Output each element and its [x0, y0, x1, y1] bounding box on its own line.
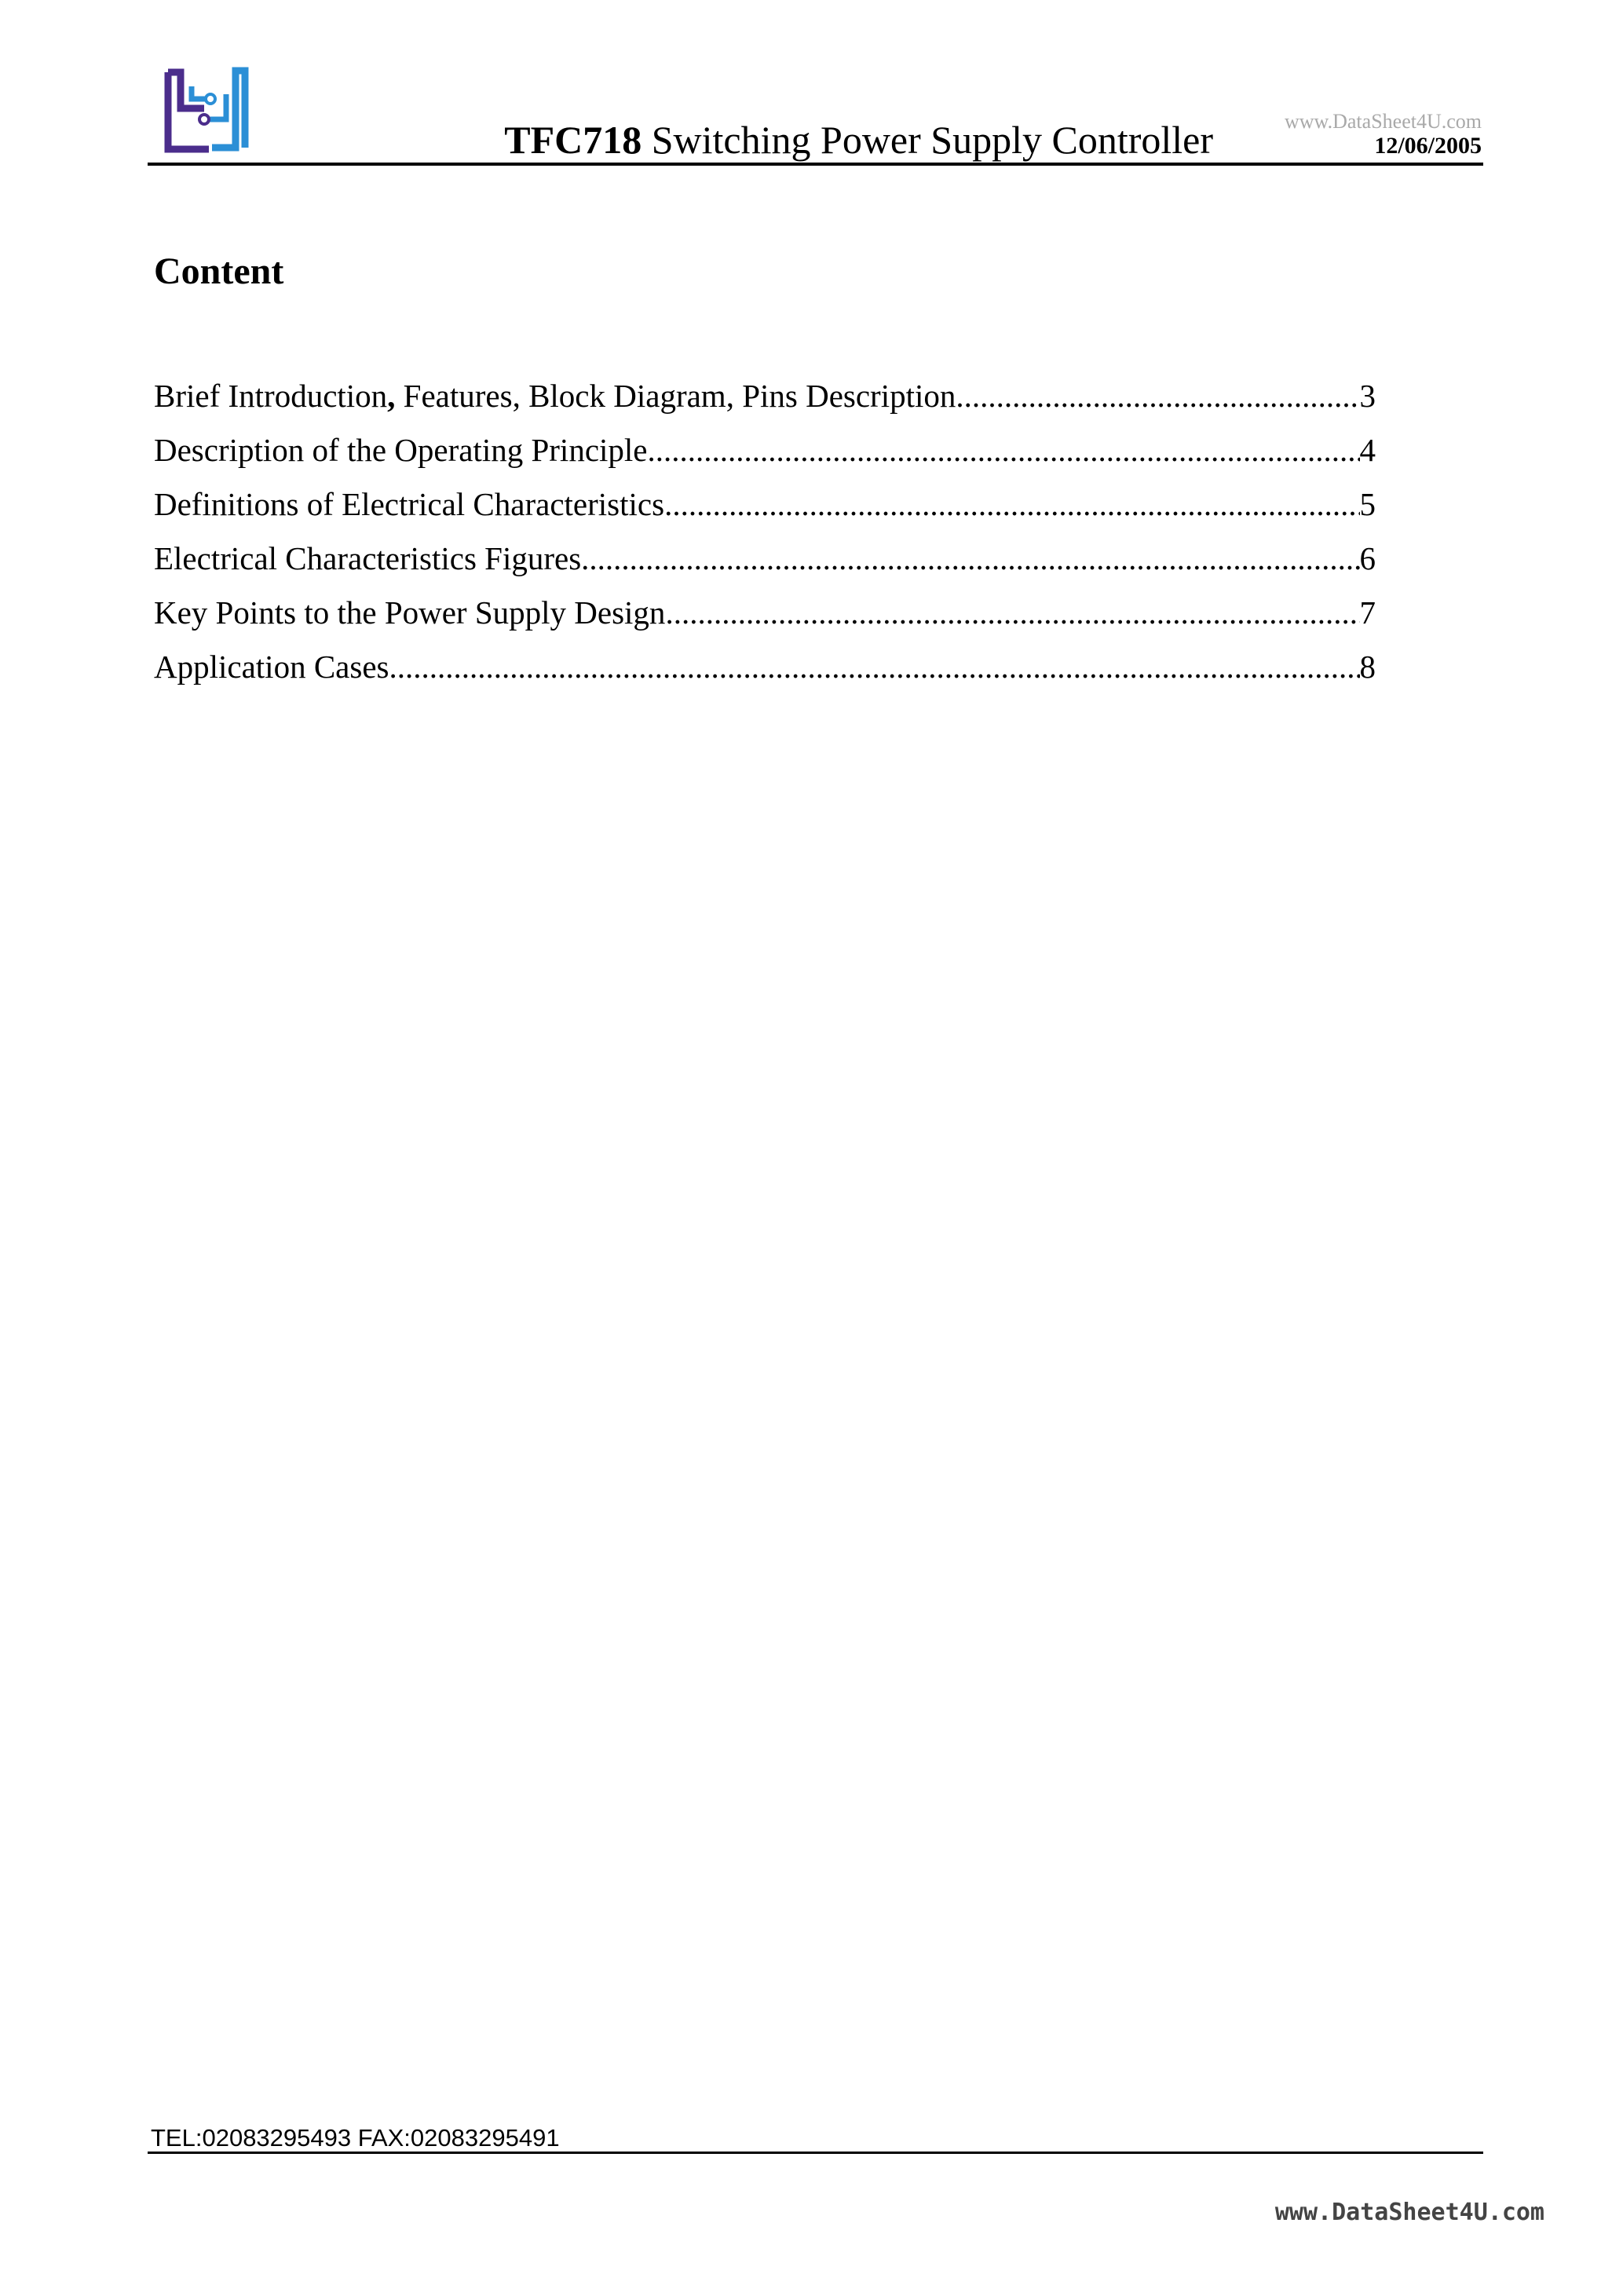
- toc-entry-title: Key Points to the Power Supply Design: [154, 594, 666, 631]
- toc-entry-title: Definitions of Electrical Characteristics: [154, 486, 665, 522]
- toc-dot-leader: [389, 640, 1359, 694]
- toc-entry-title: Description of the Operating Principle: [154, 432, 648, 468]
- title-description: Switching Power Supply Controller: [642, 118, 1213, 162]
- toc-page-number: 3: [1359, 378, 1376, 414]
- watermark-link[interactable]: www.DataSheet4U.com: [1284, 110, 1482, 133]
- toc-entry[interactable]: [154, 586, 1376, 640]
- toc-entry[interactable]: [154, 532, 1376, 586]
- toc-entry-title: Electrical Characteristics Figures: [154, 540, 582, 576]
- toc-dot-leader: [664, 477, 1359, 532]
- bottom-watermark-link[interactable]: www.DataSheet4U.com: [1274, 2199, 1544, 2226]
- footer-contact: TEL:02083295493 FAX:02083295491: [151, 2124, 560, 2152]
- toc-page-number: 4: [1359, 432, 1376, 468]
- toc-entry[interactable]: [154, 640, 1376, 694]
- header-divider: [148, 163, 1483, 166]
- content-heading: Content: [154, 250, 284, 292]
- toc-entry[interactable]: [154, 477, 1376, 532]
- toc-page-number: 8: [1359, 649, 1376, 685]
- toc-page-number: 7: [1359, 594, 1376, 631]
- toc-dot-leader: [665, 586, 1359, 640]
- toc-dot-leader: [956, 369, 1359, 423]
- toc-entry-title: Brief Introduction, Features, Block Diagram, Pins Description: [154, 378, 956, 414]
- toc-entry[interactable]: [154, 423, 1376, 477]
- document-date: 12/06/2005: [1374, 133, 1482, 159]
- part-number: TFC718: [504, 118, 642, 162]
- toc-dot-leader: [581, 532, 1359, 586]
- toc-entry-title: Application Cases: [154, 649, 389, 685]
- footer-divider: [148, 2152, 1483, 2154]
- toc-page-number: 6: [1359, 540, 1376, 576]
- toc-page-number: 5: [1359, 486, 1376, 522]
- table-of-contents: [154, 369, 1376, 694]
- toc-dot-leader: [648, 423, 1360, 477]
- toc-entry[interactable]: [154, 369, 1376, 423]
